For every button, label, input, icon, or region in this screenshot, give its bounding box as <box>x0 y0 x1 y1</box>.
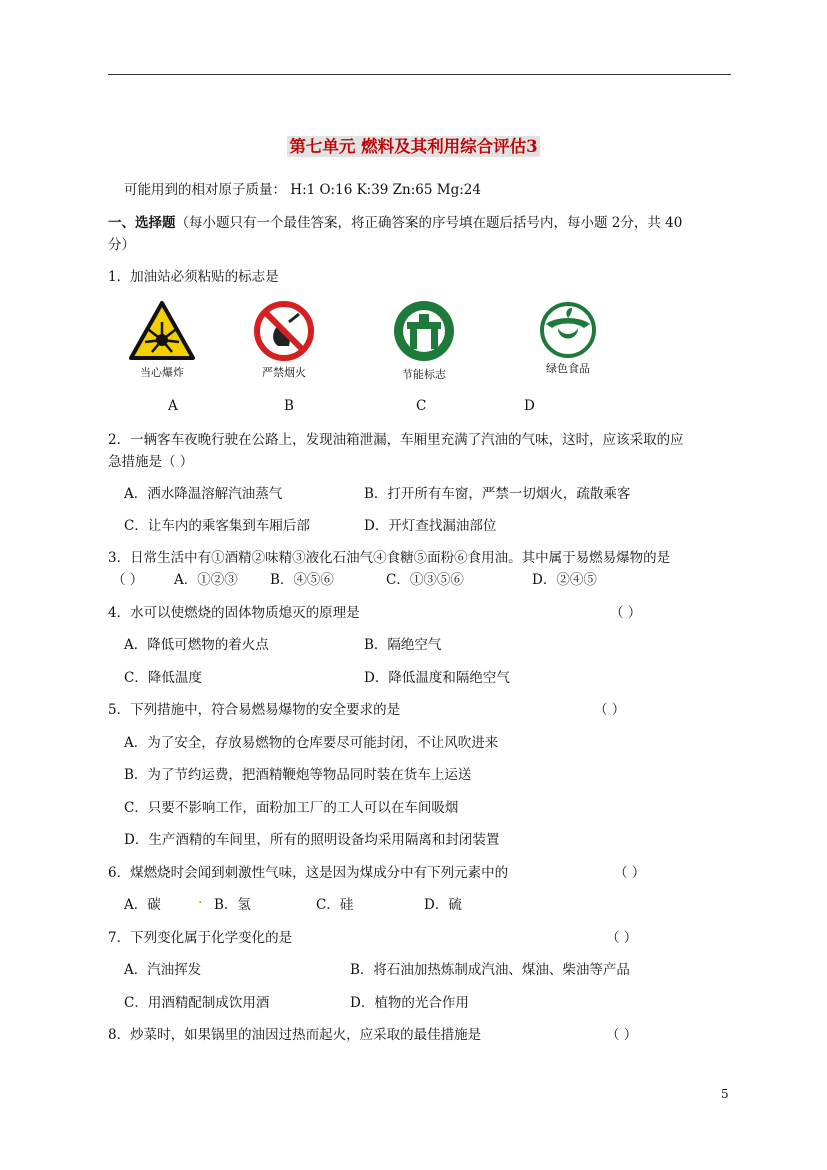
q4-option-b: B．隔绝空气 <box>364 637 442 653</box>
q5-stem: 5．下列措施中，符合易燃易爆物的安全要求的是 <box>108 702 401 718</box>
q3-option-c: C．①③⑤⑥ <box>386 572 464 588</box>
q7-option-d: D．植物的光合作用 <box>350 995 469 1011</box>
sign-a-caption: 当心爆炸 <box>140 366 184 379</box>
sign-c-letter: C <box>416 398 427 414</box>
sign-d-letter: D <box>524 398 535 414</box>
q6-paren: （ ） <box>614 865 646 881</box>
q7-paren: （ ） <box>606 930 638 946</box>
q3-option-b: B．④⑤⑥ <box>270 572 334 588</box>
sign-d <box>518 302 618 376</box>
header-rule <box>108 74 731 75</box>
q5-option-a: A．为了安全，存放易燃物的仓库要尽可能封闭，不让风吹进来 <box>124 735 499 751</box>
q8-paren: （ ） <box>606 1027 638 1043</box>
q7-stem: 7．下列变化属于化学变化的是 <box>108 930 293 946</box>
page-title: 第七单元 燃料及其利用综合评估3 <box>289 137 538 156</box>
q5-option-b: B．为了节约运费，把酒精鞭炮等物品同时装在货车上运送 <box>124 767 472 783</box>
q6-option-a: A．碳 <box>124 897 161 913</box>
section-note-cont: 分） <box>108 237 135 253</box>
q3-paren: （ ） <box>112 572 144 588</box>
q4-paren: （ ） <box>610 605 642 621</box>
q5-paren: （ ） <box>594 702 626 718</box>
no-fire-icon <box>253 300 315 362</box>
section-heading-line <box>108 211 682 231</box>
q6-mark: . <box>198 891 203 907</box>
q7-option-a: A．汽油挥发 <box>124 962 202 978</box>
q2-option-d: D．开灯查找漏油部位 <box>364 518 497 534</box>
q4-option-d: D．降低温度和隔绝空气 <box>364 670 510 686</box>
q2-stem-cont: 急措施是（ ） <box>108 454 194 470</box>
q8-stem: 8．炒菜时，如果锅里的油因过热而起火，应采取的最佳措施是 <box>108 1027 482 1043</box>
sign-b-letter: B <box>284 398 294 414</box>
section-note: （每小题只有一个最佳答案，将正确答案的序号填在题后括号内，每小题 2分，共 40 <box>175 215 683 231</box>
q6-stem: 6．煤燃烧时会闻到刺激性气味，这是因为煤成分中有下列元素中的 <box>108 865 509 881</box>
page-number: 5 <box>721 1087 729 1101</box>
sign-c-caption: 节能标志 <box>402 368 446 381</box>
q6-option-d: D．硫 <box>424 897 462 913</box>
q4-option-a: A．降低可燃物的着火点 <box>124 637 269 653</box>
q7-option-b: B．将石油加热炼制成汽油、煤油、柴油等产品 <box>350 962 630 978</box>
q2-option-c: C．让车内的乘客集到车厢后部 <box>124 518 310 534</box>
sign-b-caption: 严禁烟火 <box>262 366 306 379</box>
sign-d-caption: 绿色食品 <box>546 362 590 375</box>
sign-a-letter: A <box>168 398 178 414</box>
q3-option-a: A．①②③ <box>174 572 238 588</box>
sign-c <box>374 298 474 382</box>
green-food-icon <box>538 302 598 358</box>
explosion-warning-icon <box>128 300 196 362</box>
q5-option-c: C．只要不影响工作，面粉加工厂的工人可以在车间吸烟 <box>124 800 459 816</box>
q4-option-c: C．降低温度 <box>124 670 202 686</box>
q7-option-c: C．用酒精配制成饮用酒 <box>124 995 270 1011</box>
sign-b <box>234 300 334 380</box>
q1-stem: 1．加油站必须粘贴的标志是 <box>108 269 279 285</box>
q5-option-d: D．生产酒精的车间里，所有的照明设备均采用隔离和封闭装置 <box>124 832 500 848</box>
energy-saving-icon <box>391 298 457 364</box>
q2-option-b: B．打开所有车窗，严禁一切烟火，疏散乘客 <box>364 486 631 502</box>
sign-a <box>112 300 212 380</box>
q6-option-b: B．氢 <box>214 897 251 913</box>
section-heading: 一、选择题 <box>108 215 176 231</box>
q2-option-a: A．洒水降温溶解汽油蒸气 <box>124 486 283 502</box>
q3-option-d: D．②④⑤ <box>532 572 597 588</box>
q4-stem: 4．水可以使燃烧的固体物质熄灭的原理是 <box>108 605 360 621</box>
q3-stem: 3．日常生活中有①酒精②味精③液化石油气④食糖⑤面粉⑥食用油。其中属于易燃易爆物的是 <box>108 550 671 566</box>
q2-stem: 2．一辆客车夜晚行驶在公路上，发现油箱泄漏，车厢里充满了汽油的气味，这时，应该采取的应 <box>108 432 684 448</box>
q6-option-c: C．硅 <box>316 897 354 913</box>
atomic-masses: 可能用到的相对原子质量： H:1 O:16 K:39 Zn:65 Mg:24 <box>124 182 481 198</box>
